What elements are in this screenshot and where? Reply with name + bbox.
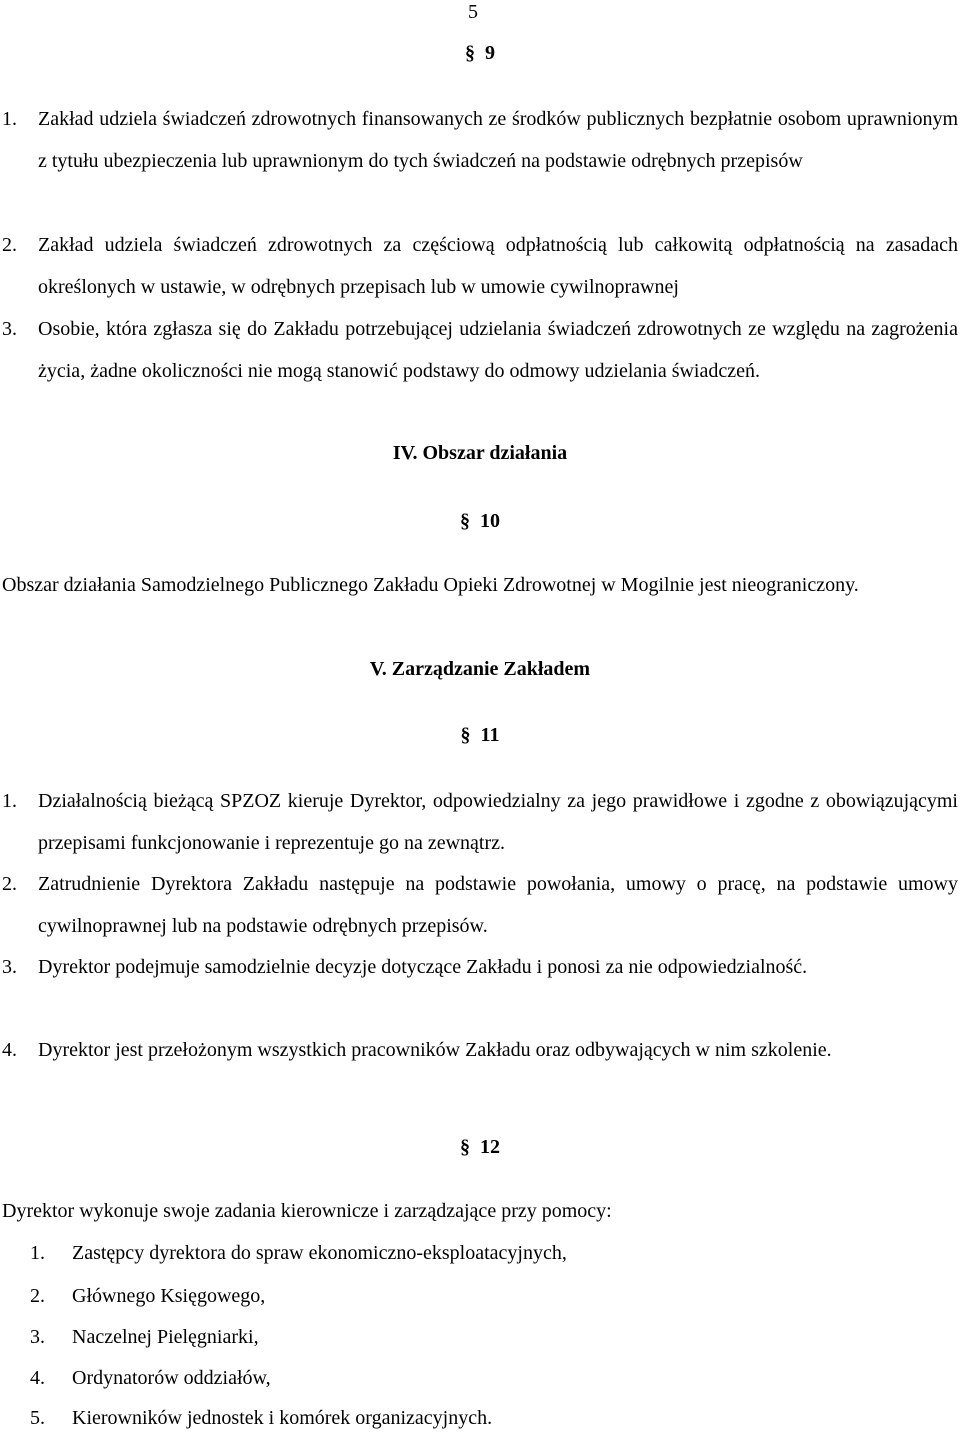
s12-list-item-2 <box>30 1276 930 1316</box>
section-number: 11 <box>480 724 500 746</box>
item-text: Zakład udziela świadczeń zdrowotnych za częściową odpłatnością lub całkowitą odpłatnością na zasadach określonych w ustawie, w odrębnych przepisach lub w umowie cywilnoprawnej <box>38 234 958 298</box>
list-number: 5. <box>30 1407 45 1429</box>
s9-item-3 <box>0 308 958 392</box>
s11-item-3 <box>0 946 958 988</box>
s12-list-item-5 <box>30 1398 930 1438</box>
list-number: 1. <box>30 1242 45 1264</box>
heading-v: V. Zarządzanie Zakładem <box>369 658 591 680</box>
s12-list-item-4 <box>30 1358 930 1398</box>
section-number: 9 <box>485 42 495 64</box>
item-text: Dyrektor podejmuje samodzielnie decyzje dotyczące Zakładu i ponosi za nie odpowiedzialność. <box>38 956 808 978</box>
list-number: 2. <box>30 1285 45 1307</box>
heading-iv: IV. Obszar działania <box>392 442 568 464</box>
section-10-mark <box>0 506 960 536</box>
s12-list-item-3 <box>30 1317 930 1357</box>
section-symbol: § <box>460 1136 470 1158</box>
item-number: 2. <box>2 873 17 895</box>
list-text: Ordynatorów oddziałów, <box>72 1367 271 1389</box>
section-symbol: § <box>460 724 471 746</box>
list-number: 3. <box>30 1326 45 1348</box>
list-text: Naczelnej Pielęgniarki, <box>72 1326 259 1348</box>
s12-list-item-1 <box>30 1233 930 1273</box>
item-number: 3. <box>2 318 17 340</box>
item-text: Zakład udziela świadczeń zdrowotnych finansowanych ze środków publicznych bezpłatnie osobom uprawnionym z tytułu ubezpieczenia lub uprawnionym do tych świadczeń na podstawie odrębnych przepisów <box>38 108 958 172</box>
item-text: Osobie, która zgłasza się do Zakładu potrzebującej udzielania świadczeń zdrowotnych ze względu na zagrożenia życia, żadne okoliczności nie mogą stanowić podstawy do odmowy udzielania świadczeń. <box>38 318 958 382</box>
section-9-mark <box>0 38 960 68</box>
item-text: Zatrudnienie Dyrektora Zakładu następuje na podstawie powołania, umowy o pracę, na podstawie umowy cywilnoprawnej lub na podstawie odrębnych przepisów. <box>38 873 958 937</box>
item-number: 3. <box>2 956 17 978</box>
s9-item-2 <box>0 224 958 308</box>
item-number: 1. <box>2 108 17 130</box>
item-number: 2. <box>2 234 17 256</box>
section-symbol: § <box>465 42 475 64</box>
page-number: 5 <box>468 1 478 23</box>
list-text: Głównego Księgowego, <box>72 1285 266 1307</box>
section-11-mark <box>0 720 960 750</box>
list-number: 4. <box>30 1367 45 1389</box>
item-number: 1. <box>2 790 17 812</box>
section-number: 12 <box>480 1136 500 1158</box>
section-number: 10 <box>480 510 500 532</box>
s11-item-4 <box>0 1029 958 1071</box>
s12-intro: Dyrektor wykonuje swoje zadania kierownicze i zarządzające przy pomocy: <box>2 1200 612 1222</box>
item-text: Działalnością bieżącą SPZOZ kieruje Dyrektor, odpowiedzialny za jego prawidłowe i zgodne z obowiązującymi przepisami funkcjonowanie i reprezentuje go na zewnątrz. <box>38 790 958 854</box>
item-number: 4. <box>2 1039 17 1061</box>
s11-item-2 <box>0 863 958 947</box>
section-12-mark <box>0 1132 960 1162</box>
s9-item-1 <box>0 98 958 182</box>
list-text: Kierowników jednostek i komórek organizacyjnych. <box>72 1407 493 1429</box>
section-symbol: § <box>460 510 470 532</box>
list-text: Zastępcy dyrektora do spraw ekonomiczno-eksploatacyjnych, <box>72 1242 567 1264</box>
s10-text: Obszar działania Samodzielnego Publicznego Zakładu Opieki Zdrowotnej w Mogilnie jest nieograniczony. <box>2 574 859 596</box>
item-text: Dyrektor jest przełożonym wszystkich pracowników Zakładu oraz odbywających w nim szkolenie. <box>38 1039 832 1061</box>
s11-item-1 <box>0 780 958 864</box>
